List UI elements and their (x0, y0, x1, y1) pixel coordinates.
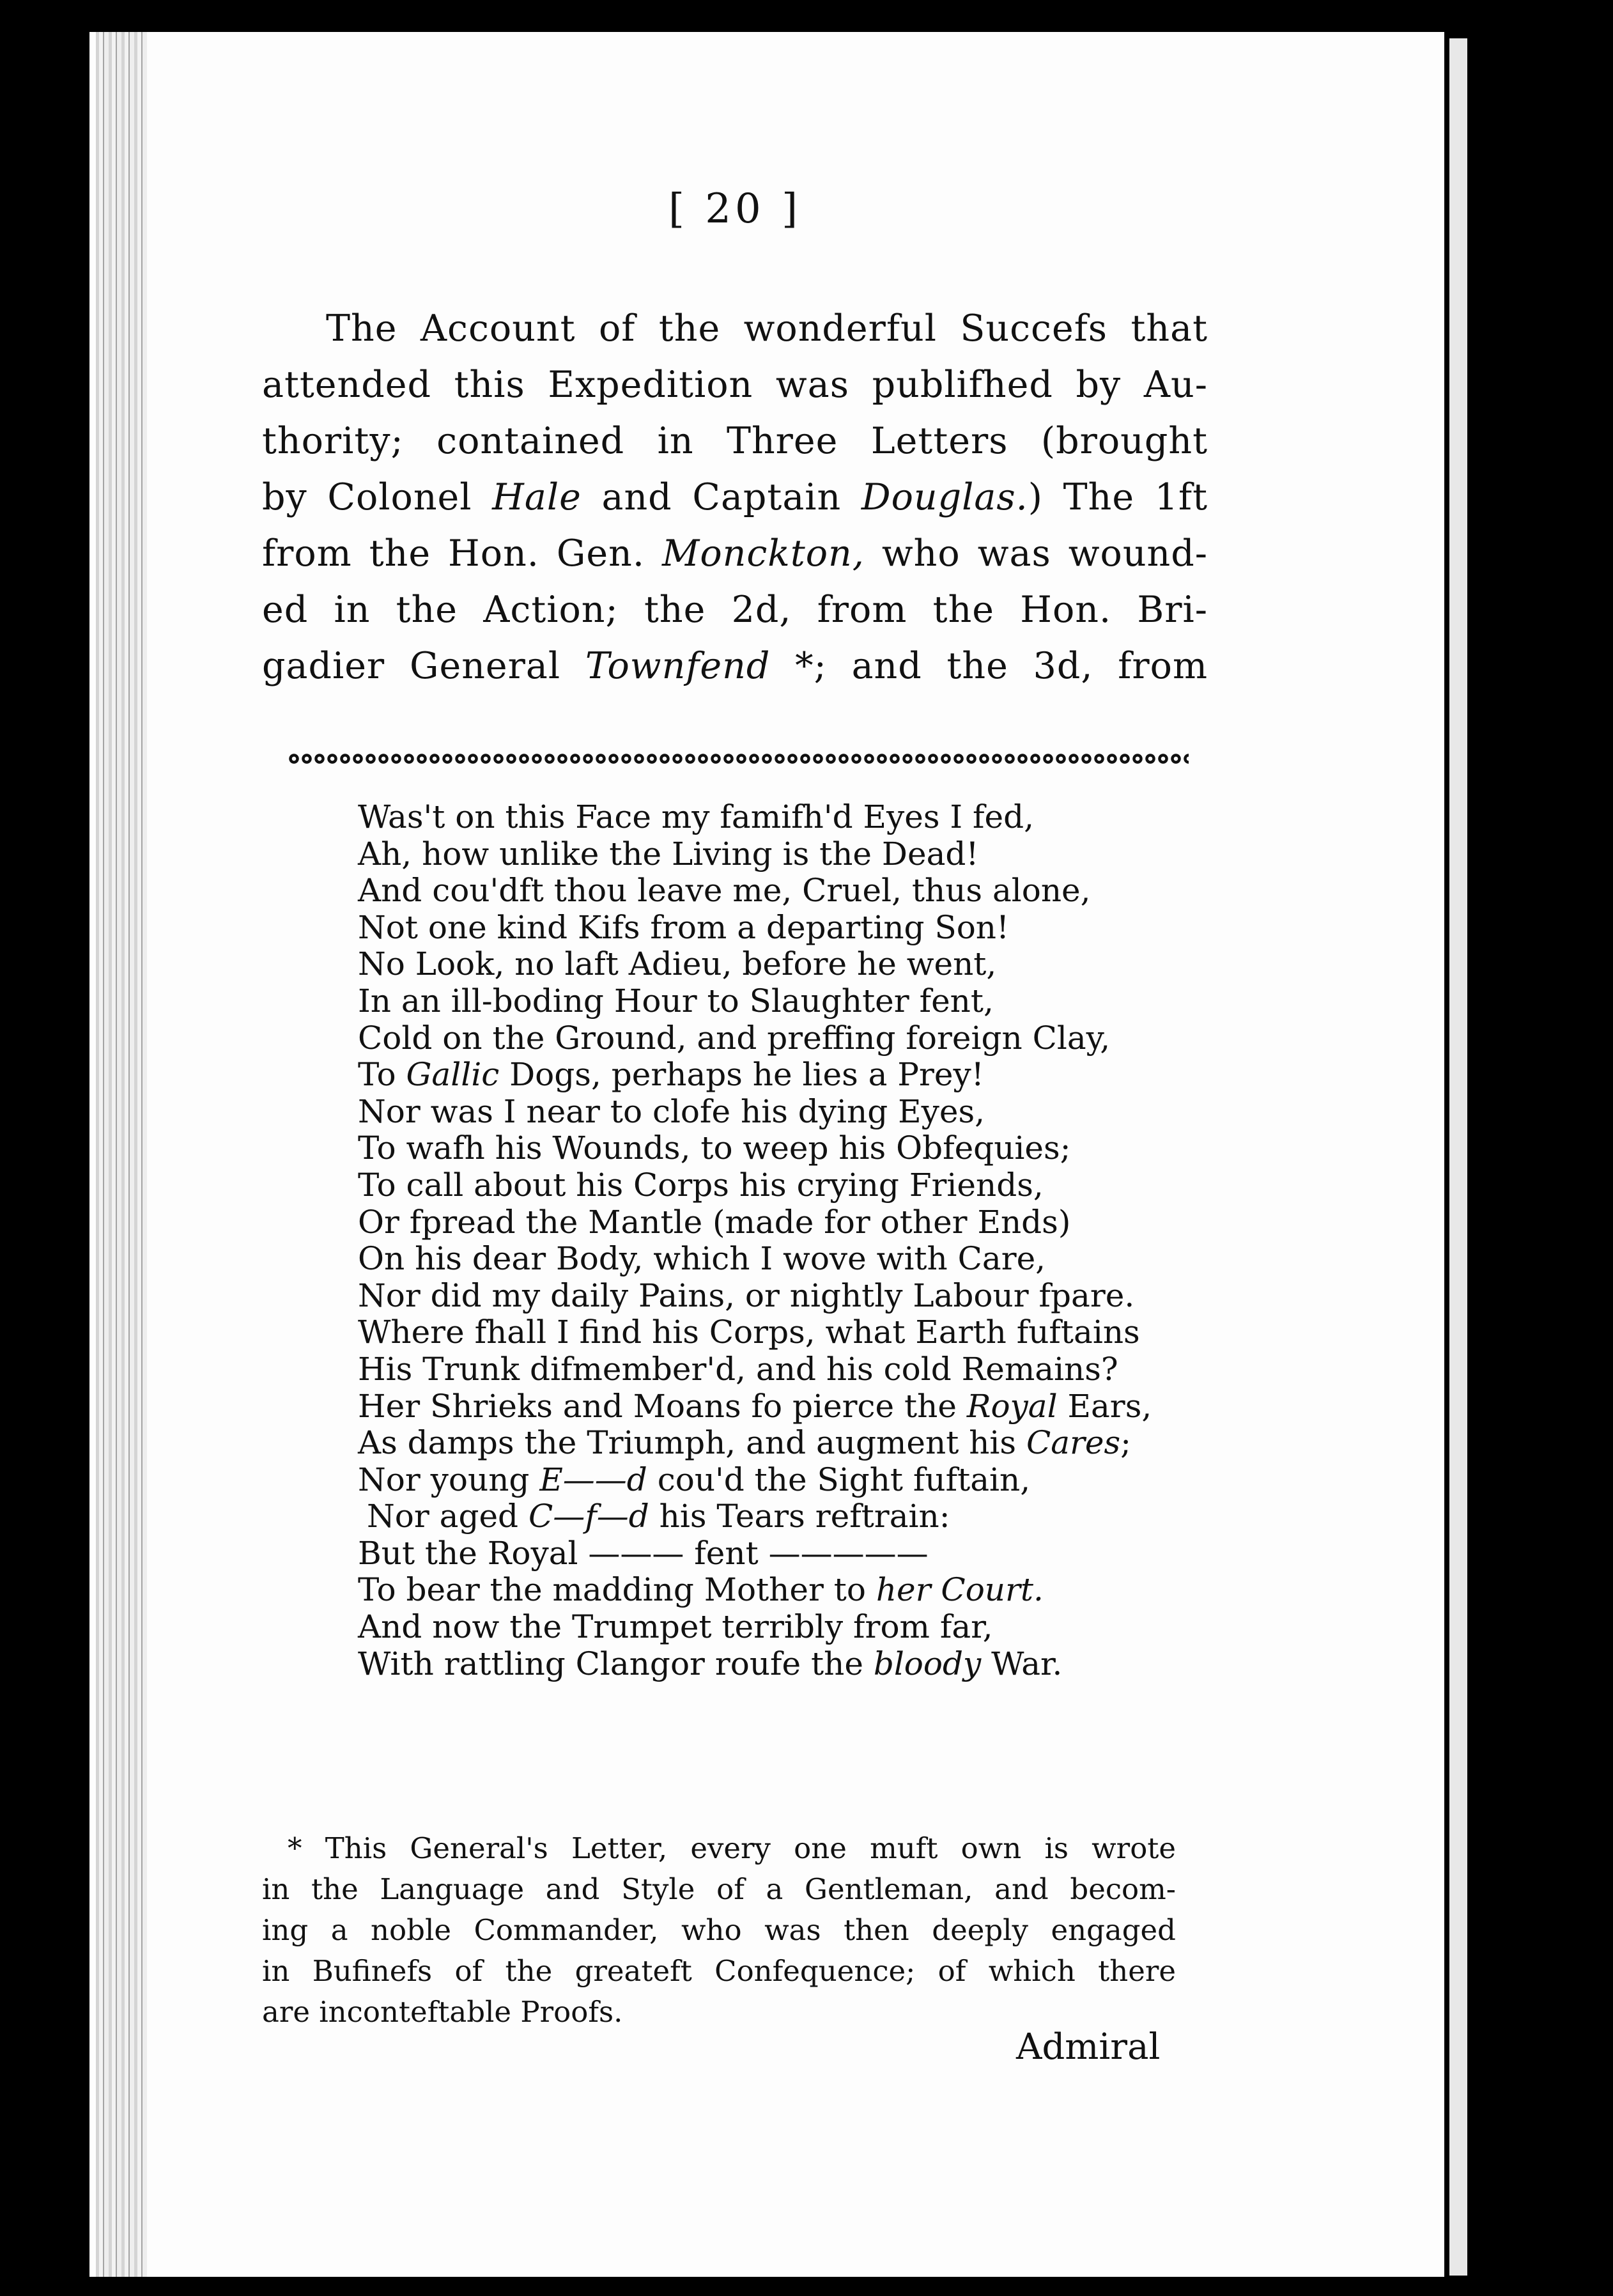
verse-line: And cou'dft thou leave me, Cruel, thus alone, (358, 872, 1091, 910)
verse-line: Her Shrieks and Moans fo pierce the Royal Ears, (358, 1387, 1152, 1425)
verse-block (358, 799, 1189, 1682)
verse-line: Or fpread the Mantle (made for other Ends) (358, 1203, 1071, 1241)
prose-line: from the Hon. Gen. Monckton, who was wound- (262, 532, 1208, 575)
prose-line: ed in the Action; the 2d, from the Hon. Bri- (262, 589, 1208, 631)
verse-line: No Look, no laft Adieu, before he went, (358, 945, 997, 983)
verse-line: Nor young E——d cou'd the Sight fuftain, (358, 1461, 1031, 1498)
prose-line: thority; contained in Three Letters (brought (262, 420, 1208, 462)
ornamental-rule (288, 753, 1189, 764)
verse-line: Ah, how unlike the Living is the Dead! (358, 835, 979, 873)
verse-line: Nor was I near to clofe his dying Eyes, (358, 1092, 985, 1130)
verse-line: And now the Trumpet terribly from far, (358, 1608, 993, 1646)
adjacent-page-edge (1449, 38, 1467, 2276)
verse-line: To Gallic Dogs, perhaps he lies a Prey! (358, 1056, 984, 1094)
prose-line: by Colonel Hale and Captain Douglas.) The 1ft (262, 476, 1208, 518)
verse-line: To wafh his Wounds, to weep his Obfequies; (358, 1129, 1071, 1167)
verse-line: To call about his Corps his crying Friends, (358, 1166, 1044, 1204)
verse-line: As damps the Triumph, and augment his Cares; (358, 1424, 1132, 1462)
catchword: Admiral (1016, 2026, 1161, 2068)
footnote-line: in the Language and Style of a Gentleman, and becom- (262, 1872, 1176, 1906)
verse-line: To bear the madding Mother to her Court. (358, 1571, 1044, 1609)
prose-line: The Account of the wonderful Succefs that (326, 307, 1208, 350)
verse-line: Where fhall I find his Corps, what Earth fuftains (358, 1314, 1140, 1351)
verse-line: Was't on this Face my famifh'd Eyes I fed, (358, 798, 1035, 835)
footnote-line: ing a noble Commander, who was then deeply engaged (262, 1913, 1176, 1947)
verse-line: With rattling Clangor roufe the bloody War. (358, 1645, 1063, 1682)
verse-line: In an ill-boding Hour to Slaughter fent, (358, 982, 994, 1020)
gutter-edge (96, 32, 147, 2277)
prose-paragraph (262, 300, 1208, 694)
verse-line: Nor aged C—f—d his Tears reftrain: (367, 1498, 950, 1535)
verse-line: Cold on the Ground, and preffing foreign Clay, (358, 1019, 1111, 1057)
verse-line: But the Royal ——— fent ————— (358, 1534, 929, 1572)
prose-line: attended this Expedition was publifhed by Au- (262, 364, 1208, 406)
prose-line: gadier General Townfend *; and the 3d, from (262, 645, 1208, 687)
verse-line: On his dear Body, which I wove with Care, (358, 1240, 1046, 1278)
footnote-line: are inconteftable Proofs. (262, 1995, 623, 2029)
footnote-line: in Bufinefs of the greateft Confequence; of which there (262, 1954, 1176, 1988)
footnote-line: * This General's Letter, every one muft own is wrote (288, 1831, 1176, 1865)
verse-line: Nor did my daily Pains, or nightly Labour fpare. (358, 1276, 1135, 1314)
adjacent-page-shadow (1444, 0, 1613, 2296)
footnote (262, 1828, 1176, 2033)
verse-line: Not one kind Kifs from a departing Son! (358, 908, 1010, 946)
page-number: [ 20 ] (668, 185, 802, 233)
verse-line: His Trunk difmember'd, and his cold Remains? (358, 1350, 1118, 1388)
